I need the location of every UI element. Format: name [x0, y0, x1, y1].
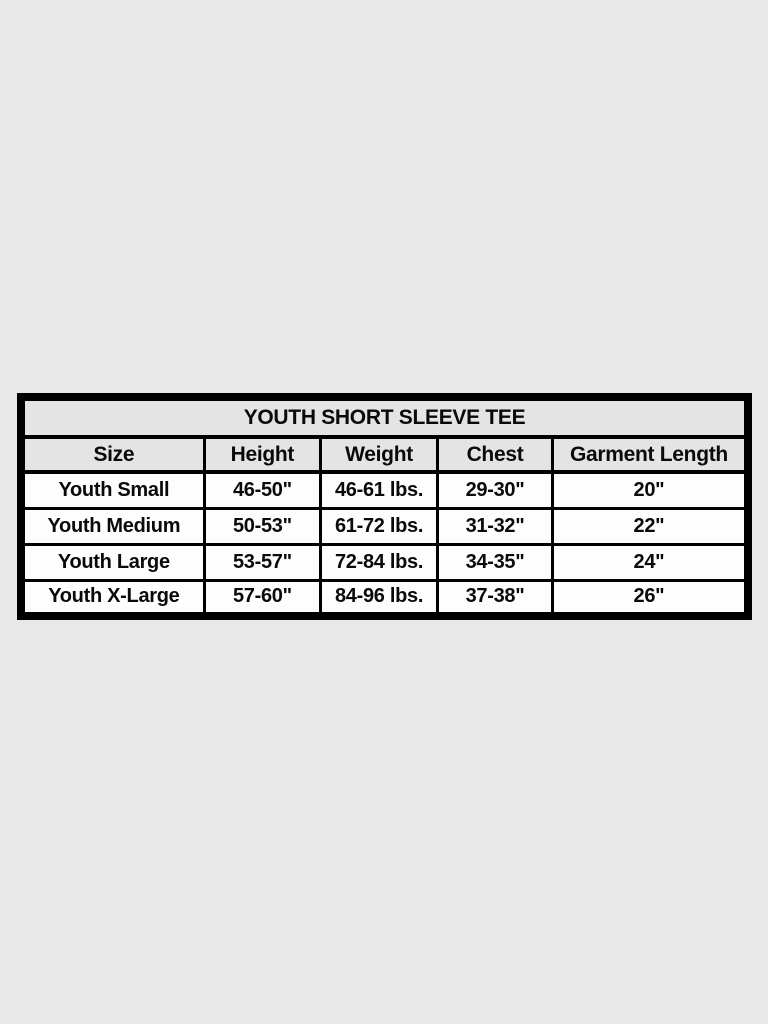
garment-length-cell: 26"	[552, 580, 748, 616]
size-cell: Youth Small	[21, 472, 204, 508]
height-cell: 57-60"	[204, 580, 320, 616]
column-header-weight: Weight	[321, 437, 438, 472]
chest-cell: 31-32"	[438, 508, 553, 544]
height-cell: 50-53"	[204, 508, 320, 544]
chest-cell: 29-30"	[438, 472, 553, 508]
weight-cell: 84-96 lbs.	[321, 580, 438, 616]
table-header-row	[21, 437, 748, 472]
column-header-chest: Chest	[438, 437, 553, 472]
size-cell: Youth X-Large	[21, 580, 204, 616]
table-title-row	[21, 397, 748, 437]
size-cell: Youth Large	[21, 544, 204, 580]
chest-cell: 37-38"	[438, 580, 553, 616]
weight-cell: 61-72 lbs.	[321, 508, 438, 544]
garment-length-cell: 24"	[552, 544, 748, 580]
table-title: YOUTH SHORT SLEEVE TEE	[21, 397, 748, 437]
garment-length-cell: 22"	[552, 508, 748, 544]
table-row-youth-medium	[21, 508, 748, 544]
chest-cell: 34-35"	[438, 544, 553, 580]
column-header-garment-length: Garment Length	[552, 437, 748, 472]
garment-length-cell: 20"	[552, 472, 748, 508]
weight-cell: 72-84 lbs.	[321, 544, 438, 580]
weight-cell: 46-61 lbs.	[321, 472, 438, 508]
height-cell: 46-50"	[204, 472, 320, 508]
table-row-youth-x-large	[21, 580, 748, 616]
column-header-size: Size	[21, 437, 204, 472]
size-cell: Youth Medium	[21, 508, 204, 544]
column-header-height: Height	[204, 437, 320, 472]
table-row-youth-small	[21, 472, 748, 508]
table-row-youth-large	[21, 544, 748, 580]
height-cell: 53-57"	[204, 544, 320, 580]
size-chart-table	[17, 393, 752, 620]
